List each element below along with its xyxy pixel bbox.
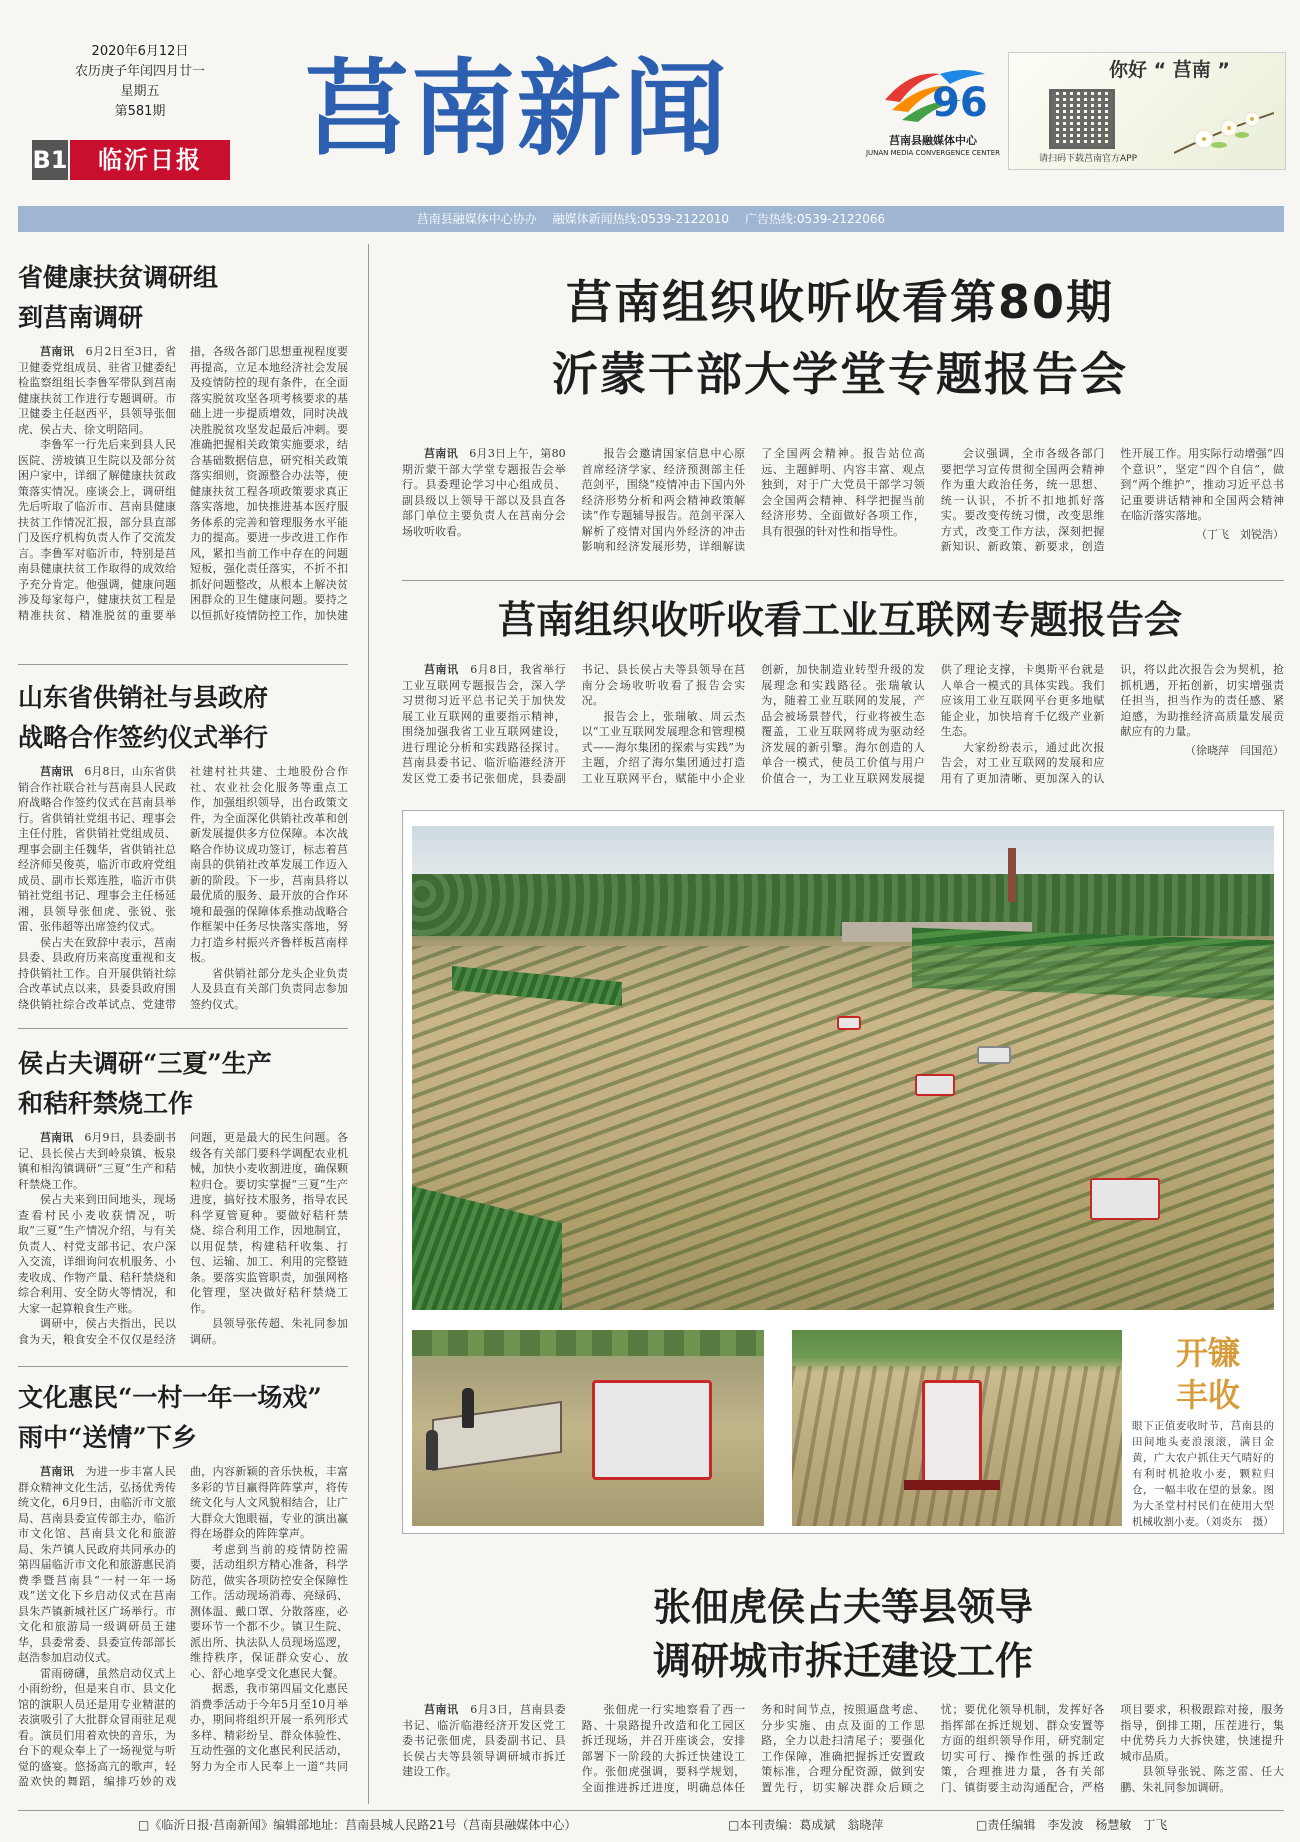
date-block xyxy=(55,42,225,122)
co-organizer: 莒南县融媒体中心协办 xyxy=(416,212,537,226)
lunar-date: 农历庚子年闰四月廿一 xyxy=(74,64,205,79)
article-health-poverty[interactable] xyxy=(18,258,348,630)
article-body: 莒南讯 6月8日，山东省供销合作社联合社与莒南县人民政府战略合作签约仪式在莒南县举行。省供销社党组书记、理事会主任付胜，省供销社党组成员、理事会副主任魏华，省供销社总经济师吴俊英，临沂市政府党组成员、副市长郑连胜，临沂市供销社党组书记、理事会主任杨延湘，县领导张佃虎、张锐、张雷、张伟超等出席签约仪式。 侯占夫在致辞中表示，莒南县委、县政府历来高度重视和支持供销社工作。自开展供销社综合改革试点以来，县委县政府围绕供销社综合改革试点、党建带社建村社共建、土地股份合作社、农业社会化服务等重点工作，加强组织领导，出台政策文件，为全面深化供销社改革和创新发展提供多方位保障。本次战略合作协议成功签订，标志着莒南县的供销社改革发展工作迈入新的阶段。下一步，莒南县将以最优质的服务、最开放的合作环境和最强的保障体系推动战略合作框架中任务尽快落实落地，努力打造乡村振兴齐鲁样板莒南样板。 省供销社部分龙头企业负责人及县直有关部门负责同志参加签约仪式。 xyxy=(18,765,348,1011)
divider xyxy=(18,1028,348,1029)
article-title-line2: 到莒南调研 xyxy=(18,303,144,332)
news-lead: 莒南讯 xyxy=(40,1465,75,1478)
news-lead: 莒南讯 xyxy=(40,1131,74,1144)
harvester-header xyxy=(904,1480,1000,1490)
caption-title-line1: 开镰 xyxy=(1175,1334,1240,1372)
footer-editor: □本刊责编：葛成斌 翁晓萍 xyxy=(728,1818,884,1832)
logo-caption-cn: 莒南县融媒体中心 xyxy=(889,134,977,147)
article-supply-coop[interactable] xyxy=(18,678,348,1020)
news-lead: 莒南讯 xyxy=(40,765,74,778)
article-title-line2: 和秸秆禁烧工作 xyxy=(18,1089,194,1118)
info-bar xyxy=(18,206,1284,232)
article-body: 莒南讯 6月2日至3日，省卫健委党组成员、驻省卫健委纪检监察组组长李鲁军带队到莒南健康扶贫工作进行专题调研。市卫健委主任赵西平，县领导张佃虎、侯占夫、徐文明陪同。 李鲁军一行先后来到县人民医院、涝坡镇卫生院以及部分贫困户家中，详细了解健康扶贫政策落实情况。座谈会上，调研组先后听取了临沂市、莒南县健康扶贫工作情况汇报，部分县直部门及医疗机构负责人作了交流发言。李鲁军对临沂市，特别是莒南县健康扶贫工作取得的成效给予充分肯定。他强调，健康问题涉及每家每户，健康扶贫工程是精准扶贫、精准脱贫的重要举措，各级各部门思想重视程度要再提高，立足本地经济社会发展及疫情防控的现有条件，在全面落实脱贫攻坚各项考核要求的基础上进一步提质增效，同时决战决胜脱贫攻坚发起最后冲刺。要准确把握相关政策实施要求，结合基础数据信息，研究相关政策落实细则，资源整合办法等，使健康扶贫工程各项政策要求真正落实落地，加快推进基本医疗服务体系的完善和管理服务水平能力的提高。要进一步改进工作作风，紧扣当前工作中存在的问题短板，强化责任落实，不折不扣抓好问题整改，从根本上解决贫困群众的卫生健康问题。要持之以恒抓好疫情防控工作，加快建 xyxy=(18,345,348,622)
article-title-line2: 雨中“送情”下乡 xyxy=(18,1423,197,1452)
article-body: 莒南讯 为进一步丰富人民群众精神文化生活，弘扬优秀传统文化，6月9日，由临沂市文旅局、莒南县委宣传部主办，临沂市文化馆、莒南县文化和旅游局、朱芦镇人民政府共同承办的第四届临沂市文化和旅游惠民消费季暨莒南县“一村一年一场戏”送文化下乡启动仪式在莒南县朱芦镇新城社区广场举行。市文化和旅游局一级调研员王建华，县委常委、县委宣传部部长赵浩参加启动仪式。 雷雨磅礴，虽然启动仪式上小雨纷纷，但是来自市、县文化馆的演职人员还是用专业精湛的表演吸引了大批群众冒雨驻足观看。演员们用着欢快的音乐，为台下的观众奉上了一场视觉与听觉的盛宴。悠扬高亢的歌声，轻盈欢快的舞蹈，编排巧妙的戏曲，内容新颖的音乐快板，丰富多彩的节目赢得阵阵掌声，将传统文化与人文风貌相结合，让广大群众大饱眼福，专业的演出赢得在场群众的阵阵掌声。 考虑到当前的疫情防控需要，活动组织方精心准备，科学防范，做实各项防控安全保障性工作。活动现场消毒、亮绿码、测体温、戴口罩、分散落座，必要环节一个都不少。镇卫生院、派出所、执法队人员现场巡逻，维持秩序，保证群众安心、放心、舒心地享受文化惠民大餐。 据悉，我市第四届文化惠民消费季活动于今年5月至10月举办，期间将组织开展一系列形式多样、精彩纷呈、群众体验性、互动性强的文化惠民利民活动，努力为全市人民奉上一道“共同 xyxy=(18,1465,348,1788)
harvest-photo-combine[interactable] xyxy=(792,1330,1122,1526)
main-headline-line2: 沂蒙干部大学堂专题报告会 xyxy=(552,347,1128,401)
bottom-article-body: 莒南讯 6月3日，莒南县委书记、临沂临港经济开发区党工委书记张佃虎，县委副书记、县长侯占夫等县领导调研城市拆迁建设工作。 张佃虎一行实地察看了西一路、十泉路提升改造和化工园区拆迁现场，并召开座谈会，安排部署下一阶段的大拆迁快建设工作。张佃虎强调，要科学规划，全面推进拆迁进度，明确总体任务和时间节点，按照逼盘考虑、分步实施、由点及面的工作思路，全力以赴扫清尾子；要强化工作保障，准确把握拆迁安置政策标准，合理分配资源，做到安置先行，切实解决群众后顾之忧；要优化领导机制，发挥好各指挥部在拆迁规划、群众安置等方面的组织领导作用，研究制定切实可行、操作性强的拆迁政策，合理推进力量，各有关部门、镇街要主动沟通配合，严格项目要求，积极跟踪对接，服务指导，倒排工期，压茬进行，集中优势兵力大拆快建，快速提升城市品质。 县领导张锐、陈芝雷、任大鹏、朱礼同参加调研。 xyxy=(402,1703,1284,1794)
paper-name: 临沂日报 xyxy=(70,140,230,180)
divider xyxy=(18,664,348,665)
harvester-icon xyxy=(977,1046,1011,1064)
sub-article-body: 莒南讯 6月8日，我省举行工业互联网专题报告会，深入学习贯彻习近平总书记关于加快发展工业互联网的重要指示精神，围绕加强我省工业互联网建设，进行理论分析和实践路径探讨。莒南县委书记、临沂临港经济开发区党工委书记张佃虎，县委副书记、县长侯占夫等县领导在莒南分会场收听收看了报告会实况。 报告会上，张瑞敏、周云杰以“工业互联网发展理念和管理模式——海尔集团的探索与实践”为主题，介绍了海尔集团通过打造工业互联网平台，赋能中小企业创新，加快制造业转型升级的发展理念和实践路径。张瑞敏认为，随着工业互联网的发展，产品会被场景替代，行业将被生态覆盖，工业互联网将成为驱动经济发展的新引擎。海尔创造的人单合一模式，使员工价值与用户价值合一，为工业互联网发展提供了理论支撑，卡奥斯平台就是人单合一模式的具体实践。我们应该用工业互联网平台更多地赋能企业，加快培育千亿级产业新生态。 大家纷纷表示，通过此次报告会，对工业互联网的发展和应用有了更加清晰、更加深入的认识，将以此次报告会为契机，抢抓机遇，开拓创新，切实增强责任担当，担当作为的责任感、紧迫感，为助推经济高质量发展贡献应有的力量。 （徐晓萍 闫国范） xyxy=(402,663,1284,785)
farmer-figure xyxy=(462,1388,474,1428)
truck-bed xyxy=(432,1401,562,1471)
divider xyxy=(402,580,1284,581)
article-body: 莒南讯 6月9日，县委副书记、县长侯占夫到岭泉镇、板泉镇和相沟镇调研“三夏”生产和秸秆禁烧工作。 侯占夫来到田间地头，现场查看村民小麦收获情况，听取“三夏”生产情况介绍，与有关负责人、村党支部书记、农户深入交流，详细询问农机服务、小麦收成、作物产量、秸秆禁烧和综合利用、安全防火等情况，和大家一起算粮食生产账。 调研中，侯占夫指出，民以食为天，粮食安全不仅仅是经济问题，更是最大的民生问题。各级各有关部门要科学调配农业机械，加快小麦收割进度，确保颗粒归仓。要切实掌握“三夏”生产进度，搞好技术服务，指导农民科学夏管夏种。要做好秸秆禁烧、综合利用工作，因地制宜，以用促禁，构建秸秆收集、打包、运输、加工、利用的完整链条。要落实监管职责，加强网格化管理，坚决做好秸秆禁烧工作。 县领导张传超、朱礼同参加调研。 xyxy=(18,1131,348,1346)
news-lead: 莒南讯 xyxy=(424,663,459,676)
footer-duty-editor: □责任编辑 李发波 杨慧敏 丁飞 xyxy=(976,1818,1168,1832)
harvest-photo-farmers[interactable] xyxy=(412,1330,764,1526)
caption-body: 眼下正值麦收时节，莒南县的田间地头麦浪滚滚，满目金黄，广大农户抓住天气晴好的有利时机抢收小麦，颗粒归仓，一幅丰收在望的景象。图为大圣堂村村民们在使用大型机械收割小麦。 xyxy=(1132,1420,1274,1528)
harvest-aerial-photo[interactable] xyxy=(412,826,1274,1310)
harvester-icon xyxy=(592,1380,712,1480)
news-lead: 莒南讯 xyxy=(424,447,458,460)
qr-greeting: 你好 “ 莒南 ” xyxy=(1109,59,1230,81)
app-qr-box[interactable] xyxy=(1008,52,1286,170)
article-title-line2: 战略合作签约仪式举行 xyxy=(18,723,269,752)
photo-caption-title xyxy=(1168,1332,1248,1416)
media-center-logo xyxy=(880,60,990,130)
section-badge: B1 xyxy=(32,140,68,180)
weekday: 星期五 xyxy=(120,84,160,99)
article-title: 侯占夫调研“三夏”生产 xyxy=(18,1049,272,1078)
news-lead: 莒南讯 xyxy=(40,345,75,358)
caption-title-line2: 丰收 xyxy=(1175,1376,1240,1414)
sub-headline[interactable]: 莒南组织收听收看工业互联网专题报告会 xyxy=(497,597,1182,642)
bottom-headline[interactable] xyxy=(402,1580,1284,1688)
chimney-icon xyxy=(1008,848,1016,902)
main-article-body: 莒南讯 6月3日上午，第80期沂蒙干部大学堂专题报告会举行。县委理论学习中心组成员、副县级以上领导干部以及县直各部门单位主要负责人在莒南分会场收听收看。 报告会邀请国家信息中心原首席经济学家、经济预测部主任范剑平，围绕“疫情冲击下国内外经济形势分析和两会精神政策解读”作专题辅导报告。范剑平深入解析了疫情对国内外经济的冲击影响和经济发展形势，详细解读了全国两会精神。报告站位高远、主题鲜明、内容丰富、观点独到，对于广大党员干部学习领会全国两会精神、科学把握当前经济形势、全面做好各项工作，具有很强的针对性和指导性。 会议强调，全市各级各部门要把学习宣传贯彻全国两会精神作为重大政治任务，统一思想、统一认识，不折不扣地抓好落实。要改变传统习惯，改变思维方式，改变工作方法，深刻把握新知识、新政策、新要求，创造性开展工作。用实际行动增强“四个意识”，坚定“四个自信”，做到“两个维护”，推动习近平总书记重要讲话精神和全国两会精神在临沂落实落地。 （丁飞 刘锐浩） xyxy=(402,447,1284,553)
footer-address: □《临沂日报·莒南新闻》编辑部地址：莒南县城人民路21号（莒南县融媒体中心） xyxy=(138,1818,577,1832)
main-headline-line1: 莒南组织收听收看第80期 xyxy=(565,275,1114,329)
news-hotline: 融媒体新闻热线:0539-2122010 xyxy=(552,212,729,226)
trees-background xyxy=(412,1330,764,1356)
issue-date: 2020年6月12日 xyxy=(91,44,189,59)
blossom-icon xyxy=(1174,93,1274,165)
ad-hotline: 广告热线:0539-2122066 xyxy=(744,212,886,226)
column-divider xyxy=(368,244,369,1804)
masthead-title: 莒南新闻 xyxy=(305,48,730,170)
divider xyxy=(18,1366,348,1367)
qr-caption: 请扫码下载莒南官方APP xyxy=(1039,154,1138,164)
article-sanxia[interactable] xyxy=(18,1044,348,1360)
sky-area xyxy=(412,826,1274,878)
bottom-headline-line2: 调研城市拆迁建设工作 xyxy=(652,1639,1033,1683)
main-headline[interactable] xyxy=(395,270,1285,406)
caption-byline: （刘炎东 摄） xyxy=(1205,1516,1274,1528)
logo-caption-en: JUNAN MEDIA CONVERGENCE CENTER xyxy=(865,149,1001,157)
farmer-figure xyxy=(426,1430,438,1470)
article-title: 文化惠民“一村一年一场戏” xyxy=(18,1383,322,1412)
harvester-icon xyxy=(837,1016,861,1030)
harvester-icon xyxy=(922,1380,982,1490)
harvester-icon xyxy=(1090,1178,1160,1220)
article-title: 山东省供销社与县政府 xyxy=(18,683,269,712)
photo-caption xyxy=(1132,1418,1274,1530)
byline: （徐晓萍 闫国范） xyxy=(1184,743,1284,757)
bottom-headline-line1: 张佃虎侯占夫等县领导 xyxy=(652,1585,1033,1629)
harvester-icon xyxy=(915,1074,955,1096)
logo-caption xyxy=(858,134,1008,158)
news-lead: 莒南讯 xyxy=(424,1703,459,1716)
article-title: 省健康扶贫调研组 xyxy=(18,263,219,292)
byline: （丁飞 刘锐浩） xyxy=(1195,527,1284,541)
footer-divider xyxy=(18,1810,1284,1811)
logo-number: 96 xyxy=(932,80,988,126)
article-culture[interactable] xyxy=(18,1378,348,1804)
issue-number: 第581期 xyxy=(114,104,166,119)
qr-code-icon[interactable] xyxy=(1049,89,1115,149)
